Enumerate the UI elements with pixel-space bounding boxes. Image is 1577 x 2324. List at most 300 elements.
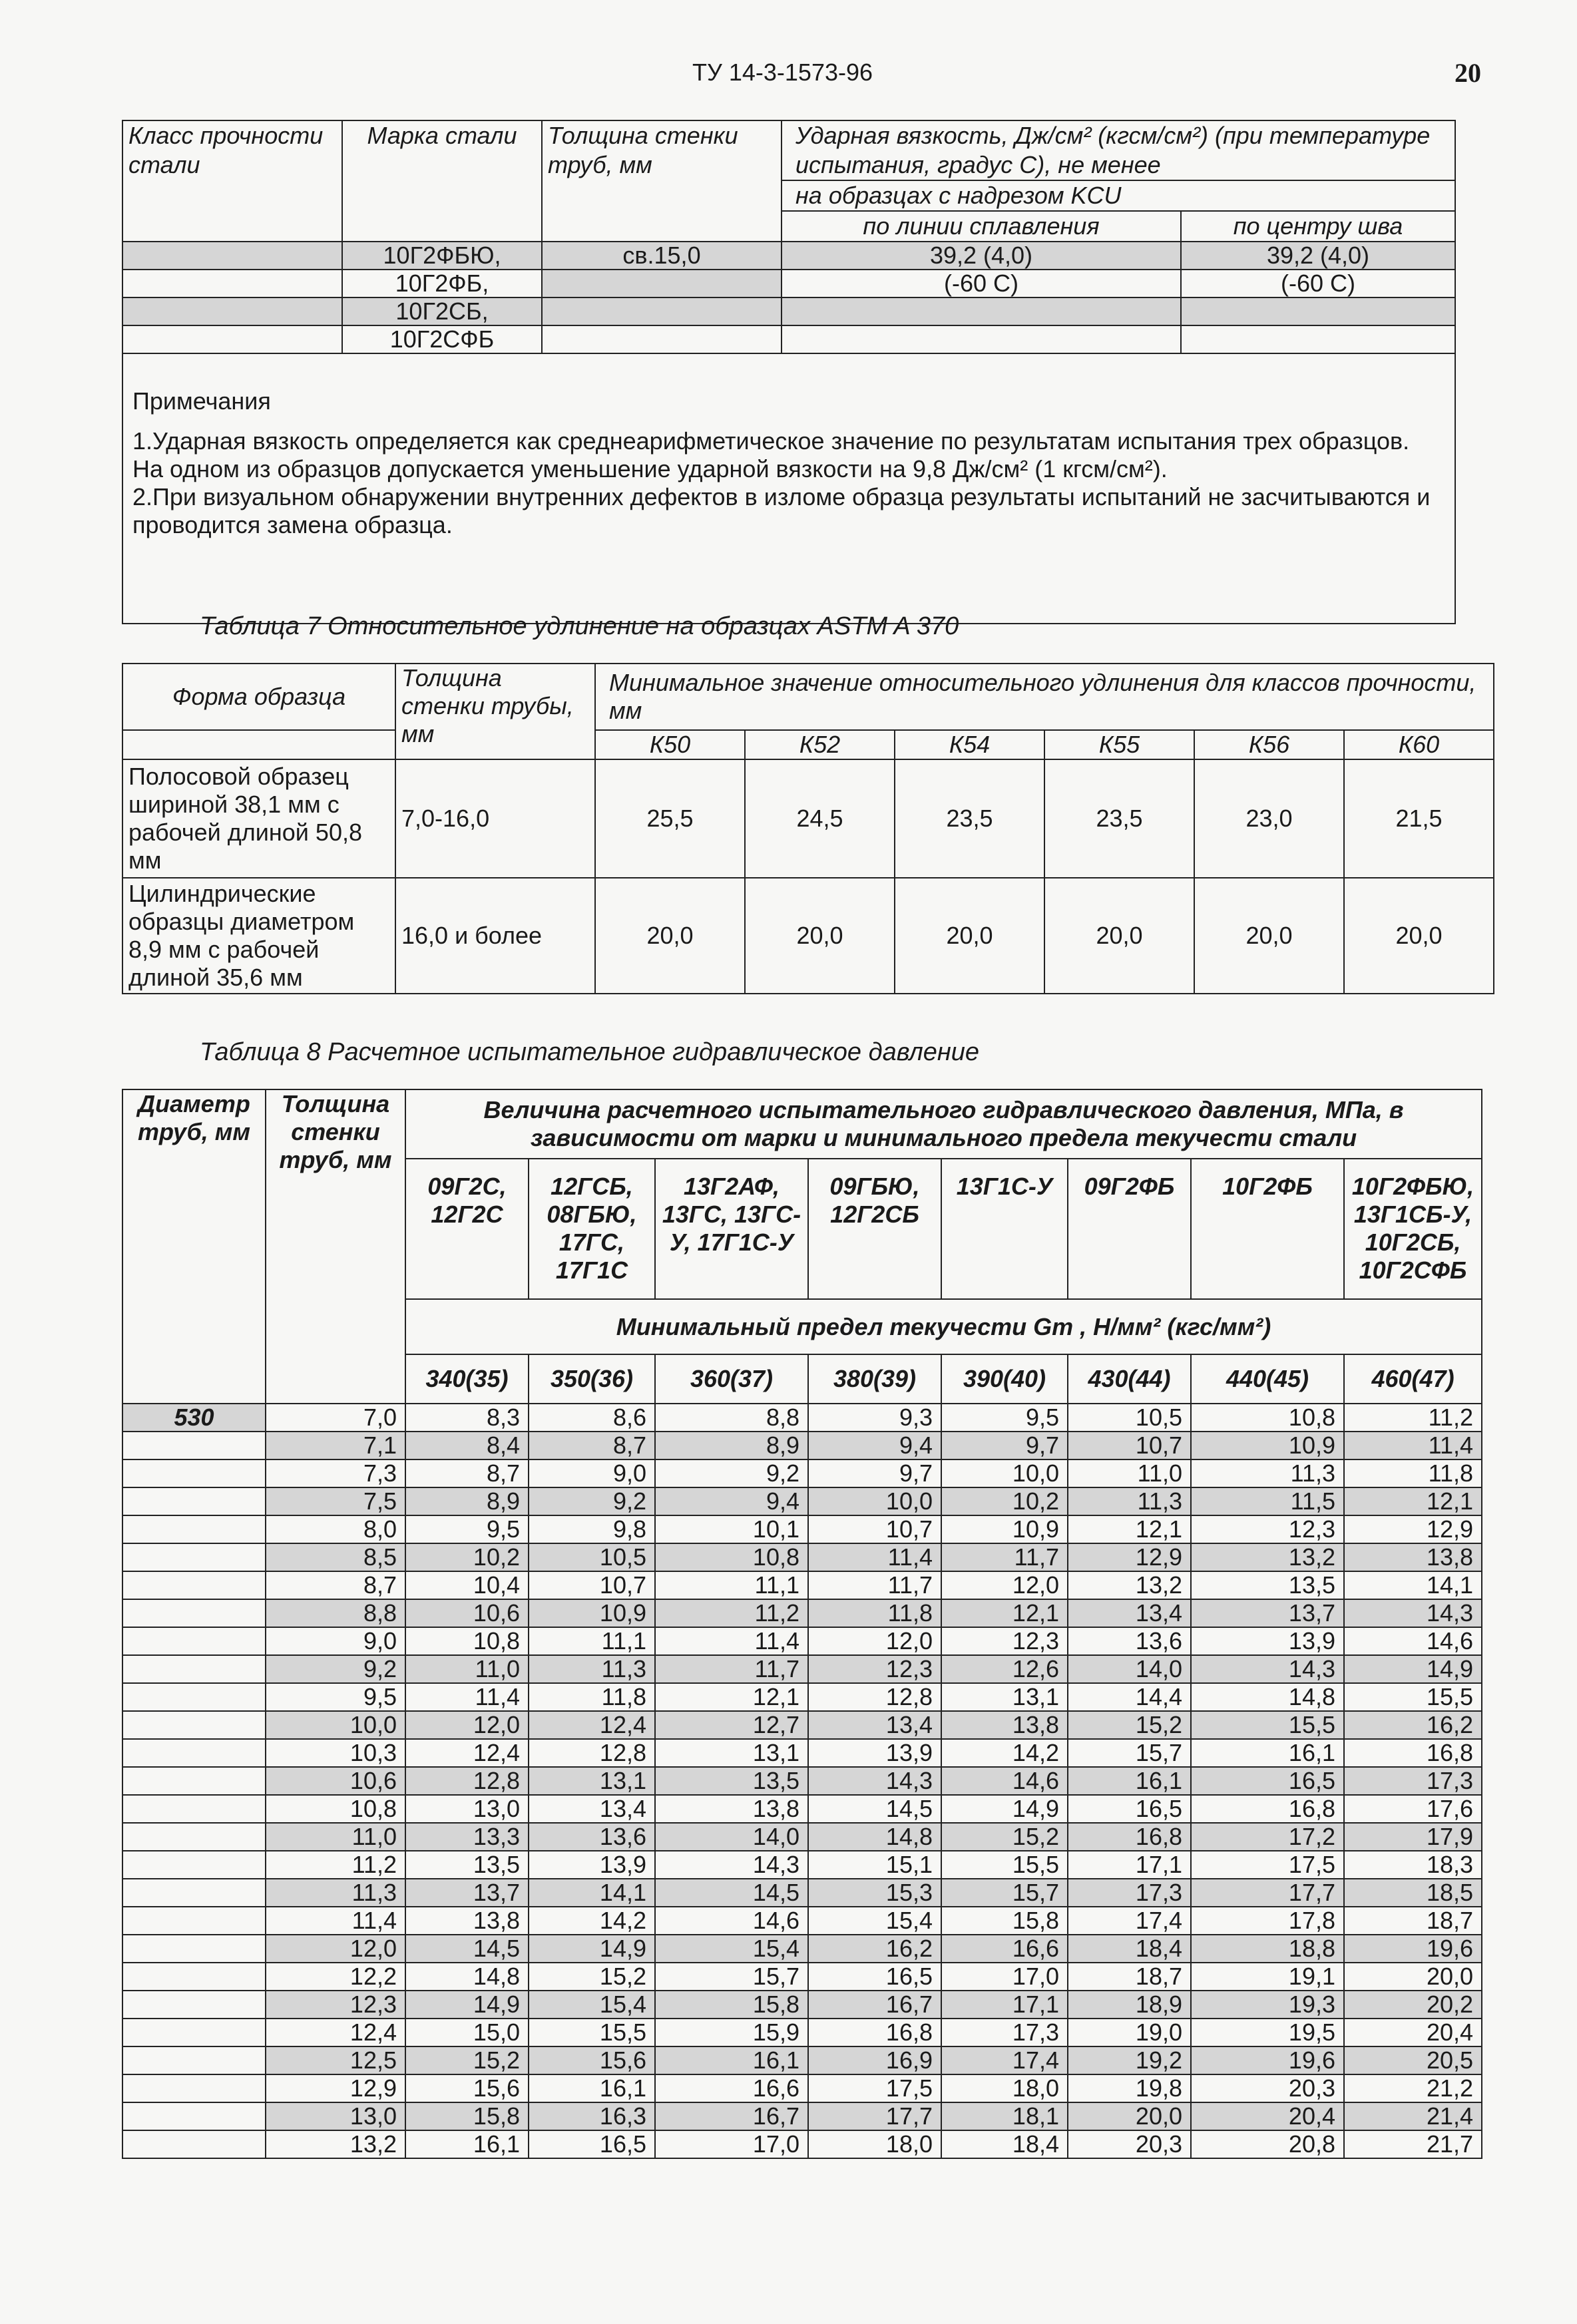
pressure-value: 15,5 bbox=[1191, 1711, 1344, 1739]
grade-header: 10Г2ФБ bbox=[1191, 1159, 1344, 1300]
pressure-value: 16,8 bbox=[1344, 1739, 1482, 1767]
pressure-value: 13,0 bbox=[405, 1795, 529, 1823]
class-header: К50 bbox=[595, 730, 745, 759]
pressure-value: 9,0 bbox=[529, 1459, 655, 1487]
table-row bbox=[122, 1432, 1482, 1459]
pressure-value: 15,6 bbox=[405, 2074, 529, 2102]
pressure-value: 17,1 bbox=[1068, 1851, 1191, 1879]
pressure-value: 16,1 bbox=[405, 2130, 529, 2158]
class-cell bbox=[122, 242, 342, 270]
pressure-value: 13,7 bbox=[1191, 1599, 1344, 1627]
pressure-value: 9,7 bbox=[808, 1459, 941, 1487]
table-row bbox=[122, 1991, 1482, 2019]
pressure-value: 13,9 bbox=[529, 1851, 655, 1879]
pressure-value: 16,1 bbox=[655, 2046, 808, 2074]
pressure-value: 12,8 bbox=[529, 1739, 655, 1767]
wall-value: 11,4 bbox=[266, 1907, 405, 1935]
pressure-value: 10,9 bbox=[941, 1515, 1068, 1543]
header-fusion-line: по линии сплавления bbox=[782, 211, 1181, 242]
grade-header: 13Г2АФ, 13ГС, 13ГС-У, 17Г1С-У bbox=[655, 1159, 808, 1300]
pressure-value: 20,2 bbox=[1344, 1991, 1482, 2019]
pressure-value: 15,5 bbox=[529, 2019, 655, 2046]
wall-value: 12,5 bbox=[266, 2046, 405, 2074]
pressure-value: 13,5 bbox=[655, 1767, 808, 1795]
pressure-value: 13,4 bbox=[529, 1795, 655, 1823]
pressure-value: 9,5 bbox=[405, 1515, 529, 1543]
pressure-value: 19,2 bbox=[1068, 2046, 1191, 2074]
wall-cell: св.15,0 bbox=[542, 242, 782, 270]
value-cell: 20,0 bbox=[1044, 878, 1194, 994]
pressure-value: 14,5 bbox=[808, 1795, 941, 1823]
yield-header: 460(47) bbox=[1344, 1354, 1482, 1404]
diameter-cell bbox=[122, 1739, 266, 1767]
pressure-value: 15,7 bbox=[941, 1879, 1068, 1907]
pressure-value: 15,1 bbox=[808, 1851, 941, 1879]
pressure-value: 14,6 bbox=[1344, 1627, 1482, 1655]
pressure-value: 12,8 bbox=[808, 1683, 941, 1711]
pressure-value: 16,5 bbox=[1068, 1795, 1191, 1823]
pressure-value: 17,4 bbox=[941, 2046, 1068, 2074]
diameter-cell bbox=[122, 2046, 266, 2074]
class-header: К55 bbox=[1044, 730, 1194, 759]
value-cell: 21,5 bbox=[1344, 759, 1494, 878]
pressure-value: 11,0 bbox=[1068, 1459, 1191, 1487]
pressure-value: 8,7 bbox=[529, 1432, 655, 1459]
pressure-value: 14,9 bbox=[1344, 1655, 1482, 1683]
pressure-value: 13,8 bbox=[1344, 1543, 1482, 1571]
pressure-value: 10,1 bbox=[655, 1515, 808, 1543]
table-row bbox=[122, 1543, 1482, 1571]
table-row bbox=[122, 2019, 1482, 2046]
pressure-value: 14,2 bbox=[941, 1739, 1068, 1767]
table-row bbox=[122, 2046, 1482, 2074]
table-row bbox=[122, 759, 1494, 878]
pressure-value: 14,3 bbox=[1344, 1599, 1482, 1627]
pressure-value: 16,1 bbox=[1191, 1739, 1344, 1767]
pressure-value: 10,7 bbox=[529, 1571, 655, 1599]
wall-value: 11,0 bbox=[266, 1823, 405, 1851]
pressure-value: 15,7 bbox=[655, 1963, 808, 1991]
yield-header: 340(35) bbox=[405, 1354, 529, 1404]
pressure-value: 11,0 bbox=[405, 1655, 529, 1683]
pressure-value: 12,0 bbox=[941, 1571, 1068, 1599]
wall-value: 7,1 bbox=[266, 1432, 405, 1459]
table-row bbox=[122, 1487, 1482, 1515]
pressure-value: 11,3 bbox=[1068, 1487, 1191, 1515]
value-cell: 25,5 bbox=[595, 759, 745, 878]
pressure-value: 19,8 bbox=[1068, 2074, 1191, 2102]
pressure-value: 17,9 bbox=[1344, 1823, 1482, 1851]
wall-value: 13,2 bbox=[266, 2130, 405, 2158]
pressure-value: 11,4 bbox=[1344, 1432, 1482, 1459]
pressure-value: 17,5 bbox=[1191, 1851, 1344, 1879]
pressure-value: 8,7 bbox=[405, 1459, 529, 1487]
pressure-value: 17,7 bbox=[1191, 1879, 1344, 1907]
header-steel-grade: Марка стали bbox=[342, 120, 542, 242]
value-cell: 23,5 bbox=[1044, 759, 1194, 878]
pressure-value: 15,6 bbox=[529, 2046, 655, 2074]
specimen-form: Полосовой образец шириной 38,1 мм с рабочей длиной 50,8 мм bbox=[122, 759, 395, 878]
pressure-value: 15,7 bbox=[1068, 1739, 1191, 1767]
diameter-cell bbox=[122, 2102, 266, 2130]
pressure-value: 10,0 bbox=[941, 1459, 1068, 1487]
value-cell: 23,5 bbox=[895, 759, 1044, 878]
pressure-value: 13,5 bbox=[405, 1851, 529, 1879]
yield-header: 380(39) bbox=[808, 1354, 941, 1404]
diameter-cell bbox=[122, 1459, 266, 1487]
pressure-value: 10,9 bbox=[529, 1599, 655, 1627]
pressure-value: 13,7 bbox=[405, 1879, 529, 1907]
diameter-cell: 530 bbox=[122, 1404, 266, 1432]
diameter-cell bbox=[122, 1655, 266, 1683]
diameter-cell bbox=[122, 1487, 266, 1515]
pressure-value: 11,7 bbox=[941, 1543, 1068, 1571]
pressure-value: 11,3 bbox=[1191, 1459, 1344, 1487]
header-wall-thickness: Толщина стенки труб, мм bbox=[266, 1089, 405, 1404]
pressure-value: 11,4 bbox=[655, 1627, 808, 1655]
wall-value: 12,3 bbox=[266, 1991, 405, 2019]
pressure-value: 12,6 bbox=[941, 1655, 1068, 1683]
pressure-value: 18,4 bbox=[1068, 1935, 1191, 1963]
value-cell: 20,0 bbox=[895, 878, 1044, 994]
pressure-value: 20,3 bbox=[1068, 2130, 1191, 2158]
grade-cell: 10Г2ФБ, bbox=[342, 270, 542, 297]
pressure-value: 11,3 bbox=[529, 1655, 655, 1683]
pressure-value: 14,4 bbox=[1068, 1683, 1191, 1711]
pressure-value: 11,4 bbox=[405, 1683, 529, 1711]
pressure-value: 8,9 bbox=[655, 1432, 808, 1459]
class-header: К56 bbox=[1194, 730, 1344, 759]
wall-value: 8,7 bbox=[266, 1571, 405, 1599]
pressure-value: 8,8 bbox=[655, 1404, 808, 1432]
pressure-value: 12,3 bbox=[1191, 1515, 1344, 1543]
grade-header: 09ГБЮ, 12Г2СБ bbox=[808, 1159, 941, 1300]
pressure-value: 11,4 bbox=[808, 1543, 941, 1571]
pressure-value: 13,2 bbox=[1068, 1571, 1191, 1599]
pressure-value: 18,9 bbox=[1068, 1991, 1191, 2019]
pressure-value: 13,6 bbox=[1068, 1627, 1191, 1655]
pressure-value: 13,9 bbox=[808, 1739, 941, 1767]
pressure-value: 20,5 bbox=[1344, 2046, 1482, 2074]
table-row bbox=[122, 1823, 1482, 1851]
diameter-cell bbox=[122, 1543, 266, 1571]
center-value: 39,2 (4,0) bbox=[1181, 242, 1455, 270]
pressure-value: 11,7 bbox=[655, 1655, 808, 1683]
pressure-value: 18,0 bbox=[941, 2074, 1068, 2102]
grade-cell: 10Г2СФБ bbox=[342, 325, 542, 353]
center-temp: (-60 С) bbox=[1181, 270, 1455, 297]
diameter-cell bbox=[122, 1683, 266, 1711]
pressure-value: 12,3 bbox=[808, 1655, 941, 1683]
pressure-value: 20,8 bbox=[1191, 2130, 1344, 2158]
notes-block bbox=[122, 353, 1455, 624]
pressure-value: 13,5 bbox=[1191, 1571, 1344, 1599]
pressure-value: 8,3 bbox=[405, 1404, 529, 1432]
wall-value: 8,8 bbox=[266, 1599, 405, 1627]
pressure-value: 16,8 bbox=[808, 2019, 941, 2046]
pressure-value: 15,0 bbox=[405, 2019, 529, 2046]
pressure-value: 15,5 bbox=[1344, 1683, 1482, 1711]
pressure-value: 12,1 bbox=[1068, 1515, 1191, 1543]
table-row bbox=[122, 1935, 1482, 1963]
pressure-value: 8,9 bbox=[405, 1487, 529, 1515]
wall-value: 7,3 bbox=[266, 1459, 405, 1487]
pressure-value: 16,2 bbox=[1344, 1711, 1482, 1739]
pressure-value: 17,7 bbox=[808, 2102, 941, 2130]
pressure-value: 9,3 bbox=[808, 1404, 941, 1432]
pressure-value: 19,1 bbox=[1191, 1963, 1344, 1991]
wall-value: 11,2 bbox=[266, 1851, 405, 1879]
pressure-value: 15,2 bbox=[941, 1823, 1068, 1851]
pressure-value: 13,6 bbox=[529, 1823, 655, 1851]
header-pressure-value: Величина расчетного испытательного гидравлического давления, МПа, в зависимости от марки и минимального предела текучести стали bbox=[405, 1089, 1482, 1159]
pressure-value: 21,4 bbox=[1344, 2102, 1482, 2130]
pressure-value: 14,9 bbox=[529, 1935, 655, 1963]
pressure-value: 16,1 bbox=[529, 2074, 655, 2102]
table-row bbox=[122, 1515, 1482, 1543]
pressure-value: 11,2 bbox=[1344, 1404, 1482, 1432]
value-cell: 20,0 bbox=[1194, 878, 1344, 994]
grade-header: 09Г2ФБ bbox=[1068, 1159, 1191, 1300]
pressure-value: 11,5 bbox=[1191, 1487, 1344, 1515]
pressure-value: 10,4 bbox=[405, 1571, 529, 1599]
pressure-value: 18,1 bbox=[941, 2102, 1068, 2130]
grade-cell: 10Г2СБ, bbox=[342, 297, 542, 325]
pressure-value: 10,5 bbox=[1068, 1404, 1191, 1432]
value-cell: 23,0 bbox=[1194, 759, 1344, 878]
diameter-cell bbox=[122, 1823, 266, 1851]
pressure-value: 18,3 bbox=[1344, 1851, 1482, 1879]
pressure-value: 17,0 bbox=[941, 1963, 1068, 1991]
table-row bbox=[122, 1711, 1482, 1739]
pressure-value: 10,2 bbox=[405, 1543, 529, 1571]
pressure-value: 10,7 bbox=[1068, 1432, 1191, 1459]
pressure-value: 10,8 bbox=[405, 1627, 529, 1655]
yield-header: 350(36) bbox=[529, 1354, 655, 1404]
pressure-value: 16,6 bbox=[655, 2074, 808, 2102]
pressure-value: 10,2 bbox=[941, 1487, 1068, 1515]
page-number: 20 bbox=[1455, 58, 1481, 88]
pressure-value: 16,5 bbox=[808, 1963, 941, 1991]
pressure-value: 17,1 bbox=[941, 1991, 1068, 2019]
pressure-value: 20,3 bbox=[1191, 2074, 1344, 2102]
table-row bbox=[122, 1571, 1482, 1599]
pressure-value: 11,8 bbox=[529, 1683, 655, 1711]
wall-value: 12,9 bbox=[266, 2074, 405, 2102]
pressure-value: 17,2 bbox=[1191, 1823, 1344, 1851]
pressure-value: 20,4 bbox=[1344, 2019, 1482, 2046]
wall-value: 7,0 bbox=[266, 1404, 405, 1432]
pressure-value: 14,1 bbox=[1344, 1571, 1482, 1599]
elongation-table bbox=[122, 663, 1494, 994]
grade-header: 09Г2С, 12Г2С bbox=[405, 1159, 529, 1300]
pressure-value: 8,6 bbox=[529, 1404, 655, 1432]
pressure-value: 21,7 bbox=[1344, 2130, 1482, 2158]
pressure-value: 16,7 bbox=[655, 2102, 808, 2130]
table-8-caption: Таблица 8 Расчетное испытательное гидравлическое давление bbox=[200, 1038, 980, 1066]
pressure-value: 13,1 bbox=[941, 1683, 1068, 1711]
pressure-value: 12,4 bbox=[529, 1711, 655, 1739]
pressure-value: 15,9 bbox=[655, 2019, 808, 2046]
diameter-cell bbox=[122, 2130, 266, 2158]
pressure-value: 21,2 bbox=[1344, 2074, 1482, 2102]
pressure-value: 8,4 bbox=[405, 1432, 529, 1459]
pressure-value: 17,3 bbox=[1068, 1879, 1191, 1907]
pressure-value: 15,4 bbox=[655, 1935, 808, 1963]
wall-value: 12,0 bbox=[266, 1935, 405, 1963]
pressure-value: 11,7 bbox=[808, 1571, 941, 1599]
pressure-value: 12,3 bbox=[941, 1627, 1068, 1655]
pressure-value: 14,1 bbox=[529, 1879, 655, 1907]
pressure-value: 14,8 bbox=[405, 1963, 529, 1991]
wall-value: 8,0 bbox=[266, 1515, 405, 1543]
pressure-value: 14,0 bbox=[1068, 1655, 1191, 1683]
pressure-value: 12,1 bbox=[655, 1683, 808, 1711]
impact-toughness-table bbox=[122, 120, 1456, 624]
table-row bbox=[122, 2074, 1482, 2102]
header-strength-class: Класс прочности стали bbox=[122, 120, 342, 242]
wall-value: 8,5 bbox=[266, 1543, 405, 1571]
pressure-value: 9,4 bbox=[808, 1432, 941, 1459]
pressure-value: 17,3 bbox=[1344, 1767, 1482, 1795]
table-7-caption: Таблица 7 Относительное удлинение на образцах ASTM A 370 bbox=[200, 612, 959, 640]
pressure-value: 12,9 bbox=[1068, 1543, 1191, 1571]
pressure-value: 12,7 bbox=[655, 1711, 808, 1739]
pressure-value: 16,2 bbox=[808, 1935, 941, 1963]
value-cell: 20,0 bbox=[745, 878, 895, 994]
specimen-form: Цилиндрические образцы диаметром 8,9 мм с рабочей длиной 35,6 мм bbox=[122, 878, 395, 994]
table-row bbox=[122, 1963, 1482, 1991]
wall-value: 7,5 bbox=[266, 1487, 405, 1515]
grade-header: 13Г1С-У bbox=[941, 1159, 1068, 1300]
grade-cell: 10Г2ФБЮ, bbox=[342, 242, 542, 270]
note-2: 2.При визуальном обнаружении внутренних дефектов в изломе образца результаты испытаний не засчитываются и проводится замена образца. bbox=[132, 483, 1431, 538]
pressure-value: 9,2 bbox=[655, 1459, 808, 1487]
pressure-value: 12,1 bbox=[1344, 1487, 1482, 1515]
pressure-value: 11,8 bbox=[1344, 1459, 1482, 1487]
pressure-value: 14,8 bbox=[808, 1823, 941, 1851]
pressure-value: 20,0 bbox=[1344, 1963, 1482, 1991]
wall-value: 9,5 bbox=[266, 1683, 405, 1711]
pressure-value: 15,5 bbox=[941, 1851, 1068, 1879]
pressure-value: 17,8 bbox=[1191, 1907, 1344, 1935]
table-row bbox=[122, 1627, 1482, 1655]
class-header: К54 bbox=[895, 730, 1044, 759]
pressure-value: 13,1 bbox=[655, 1739, 808, 1767]
wall-value: 12,4 bbox=[266, 2019, 405, 2046]
header-wall-thickness: Толщина стенки трубы, мм bbox=[395, 664, 595, 759]
pressure-value: 12,0 bbox=[808, 1627, 941, 1655]
class-header: К52 bbox=[745, 730, 895, 759]
pressure-value: 15,8 bbox=[655, 1991, 808, 2019]
pressure-value: 16,7 bbox=[808, 1991, 941, 2019]
grade-header: 12ГСБ, 08ГБЮ, 17ГС, 17Г1С bbox=[529, 1159, 655, 1300]
pressure-value: 15,2 bbox=[1068, 1711, 1191, 1739]
fusion-temp: (-60 С) bbox=[782, 270, 1181, 297]
pressure-value: 13,8 bbox=[941, 1711, 1068, 1739]
pressure-value: 19,0 bbox=[1068, 2019, 1191, 2046]
header-yield-strength: Минимальный предел текучести Gm , Н/мм² (кгс/мм²) bbox=[405, 1299, 1482, 1354]
wall-value: 12,2 bbox=[266, 1963, 405, 1991]
header-diameter: Диаметр труб, мм bbox=[122, 1089, 266, 1404]
pressure-value: 15,2 bbox=[529, 1963, 655, 1991]
pressure-value: 11,2 bbox=[655, 1599, 808, 1627]
pressure-value: 10,6 bbox=[405, 1599, 529, 1627]
pressure-value: 12,1 bbox=[941, 1599, 1068, 1627]
wall-value: 7,0-16,0 bbox=[395, 759, 595, 878]
wall-value: 16,0 и более bbox=[395, 878, 595, 994]
pressure-value: 14,3 bbox=[808, 1767, 941, 1795]
table-row bbox=[122, 1879, 1482, 1907]
value-cell: 20,0 bbox=[1344, 878, 1494, 994]
pressure-value: 11,8 bbox=[808, 1599, 941, 1627]
pressure-value: 10,8 bbox=[655, 1543, 808, 1571]
yield-header: 430(44) bbox=[1068, 1354, 1191, 1404]
pressure-value: 14,8 bbox=[1191, 1683, 1344, 1711]
diameter-cell bbox=[122, 1515, 266, 1543]
diameter-cell bbox=[122, 1963, 266, 1991]
pressure-value: 9,8 bbox=[529, 1515, 655, 1543]
diameter-cell bbox=[122, 1879, 266, 1907]
pressure-value: 14,6 bbox=[941, 1767, 1068, 1795]
diameter-cell bbox=[122, 1851, 266, 1879]
pressure-value: 18,8 bbox=[1191, 1935, 1344, 1963]
pressure-value: 14,9 bbox=[941, 1795, 1068, 1823]
diameter-cell bbox=[122, 1795, 266, 1823]
pressure-value: 14,3 bbox=[1191, 1655, 1344, 1683]
pressure-value: 12,9 bbox=[1344, 1515, 1482, 1543]
pressure-value: 12,8 bbox=[405, 1767, 529, 1795]
table-row bbox=[122, 1795, 1482, 1823]
pressure-value: 10,7 bbox=[808, 1515, 941, 1543]
pressure-value: 14,9 bbox=[405, 1991, 529, 2019]
diameter-cell bbox=[122, 1991, 266, 2019]
pressure-value: 14,5 bbox=[405, 1935, 529, 1963]
header-min-elongation: Минимальное значение относительного удлинения для классов прочности, мм bbox=[595, 664, 1494, 730]
pressure-value: 10,5 bbox=[529, 1543, 655, 1571]
wall-value: 10,0 bbox=[266, 1711, 405, 1739]
pressure-value: 13,2 bbox=[1191, 1543, 1344, 1571]
pressure-value: 17,5 bbox=[808, 2074, 941, 2102]
pressure-value: 16,5 bbox=[1191, 1767, 1344, 1795]
header-specimen-form: Форма образца bbox=[122, 664, 395, 730]
pressure-value: 19,6 bbox=[1191, 2046, 1344, 2074]
value-cell: 20,0 bbox=[595, 878, 745, 994]
diameter-cell bbox=[122, 1907, 266, 1935]
wall-value: 10,8 bbox=[266, 1795, 405, 1823]
pressure-value: 17,0 bbox=[655, 2130, 808, 2158]
wall-value: 9,2 bbox=[266, 1655, 405, 1683]
pressure-value: 16,8 bbox=[1191, 1795, 1344, 1823]
pressure-value: 15,3 bbox=[808, 1879, 941, 1907]
pressure-value: 15,2 bbox=[405, 2046, 529, 2074]
table-row bbox=[122, 1851, 1482, 1879]
table-row bbox=[122, 1599, 1482, 1627]
pressure-value: 12,4 bbox=[405, 1739, 529, 1767]
diameter-cell bbox=[122, 1711, 266, 1739]
pressure-value: 13,8 bbox=[405, 1907, 529, 1935]
pressure-value: 16,3 bbox=[529, 2102, 655, 2130]
note-1: 1.Ударная вязкость определяется как среднеарифметическое значение по результатам испытания трех образцов. На одном из образцов допускается уменьшение ударной вязкости на 9,8 Дж/см² (1 кгсм/см²). bbox=[132, 427, 1410, 483]
header-wall-thickness: Толщина стенки труб, мм bbox=[542, 120, 782, 242]
pressure-value: 14,0 bbox=[655, 1823, 808, 1851]
pressure-value: 12,0 bbox=[405, 1711, 529, 1739]
pressure-value: 13,4 bbox=[808, 1711, 941, 1739]
notes-title: Примечания bbox=[132, 387, 271, 415]
table-row bbox=[122, 1767, 1482, 1795]
document-code: ТУ 14-3-1573-96 bbox=[692, 59, 873, 86]
fusion-value: 39,2 (4,0) bbox=[782, 242, 1181, 270]
